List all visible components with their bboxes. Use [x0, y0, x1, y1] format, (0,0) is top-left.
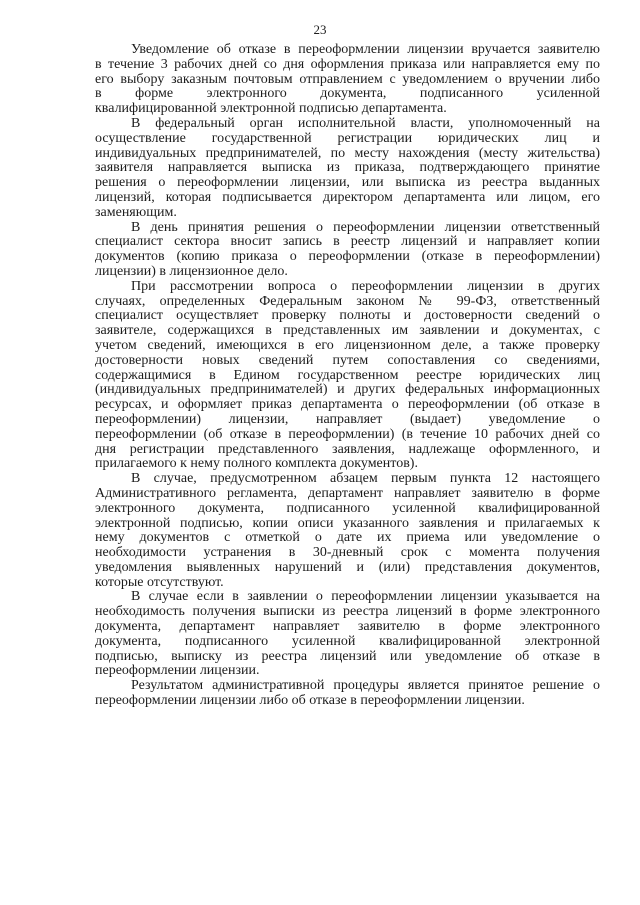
text-line: электронного документа, подписанного усиленной квалифицированной	[95, 500, 600, 516]
text-line: достоверности новых сведений путем сопоставления со сведениями,	[95, 352, 600, 368]
text-line: переоформлении лицензии.	[95, 663, 260, 679]
paragraph	[95, 472, 600, 590]
text-line: случаях, определенных Федеральным законом № 99-ФЗ, ответственный	[95, 293, 600, 309]
text-line: (индивидуальных предпринимателей) и других федеральных информационных	[95, 382, 600, 398]
text-line: лицензии) в лицензионное дело.	[95, 263, 288, 279]
paragraph	[95, 590, 600, 679]
text-line: Результатом административной процедуры является принятое решение о	[131, 678, 600, 694]
text-line: Уведомление об отказе в переоформлении лицензии вручается заявителю	[131, 42, 600, 57]
text-line: В случае, предусмотренном абзацем первым пункта 12 настоящего	[131, 471, 600, 487]
paragraph	[95, 117, 600, 221]
text-line: решения о переоформлении лицензии, или выписка из реестра выданных	[95, 175, 600, 191]
text-line: ресурсах, и оформляет приказ департамента о переоформлении (об отказе в	[95, 397, 600, 413]
text-line: переоформлении) лицензии, направляет (выдает) уведомление о	[95, 411, 600, 427]
text-line: специалист осуществляет проверку полноты и достоверности сведений о	[95, 308, 600, 324]
text-line: Административного регламента, департамент направляет заявителю в форме	[95, 485, 600, 501]
text-line: В день принятия решения о переоформлении лицензии ответственный	[131, 219, 600, 235]
text-line: подписью, выписку из реестра лицензий или уведомление об отказе в	[95, 648, 600, 664]
document-body	[95, 43, 600, 709]
text-line: заявителя направляется выписка из приказа, подтверждающего принятие	[95, 160, 600, 176]
text-line: лицензий, которая подписывается директором департамента или лицом, его	[95, 189, 600, 205]
text-line: его выбору заказным почтовым отправлением с уведомлением о вручении либо	[95, 71, 600, 87]
text-line: необходимость получения выписки из реестра лицензий в форме электронного	[95, 604, 600, 620]
text-line: электронной подписью, копии описи указанного заявления и прилагаемых к	[95, 515, 600, 531]
text-line: содержащимися в Едином государственном реестре юридических лиц	[95, 367, 600, 383]
text-line: в форме электронного документа, подписанного усиленной	[95, 86, 600, 102]
paragraph	[95, 43, 600, 117]
text-line: переоформлении лицензии либо об отказе в переоформлении лицензии.	[95, 693, 525, 709]
text-line: переоформлении (об отказе в переоформлении) (в течение 10 рабочих дней со	[95, 426, 600, 442]
text-line: уведомления выявленных нарушений и (или) представления документов,	[95, 559, 600, 575]
text-line: осуществление государственной регистрации юридических лиц и	[95, 130, 600, 146]
paragraph	[95, 280, 600, 472]
text-line: необходимости устранения в 30-дневный срок с момента получения	[95, 545, 600, 561]
text-line: квалифицированной электронной подписью департамента.	[95, 101, 447, 117]
text-line: индивидуальных предпринимателей, по месту нахождения (месту жительства)	[95, 145, 600, 161]
text-line: заявителе, содержащихся в представленных им заявлении и документах, с	[95, 323, 600, 339]
text-line: документов (копию приказа о переоформлении (отказе в переоформлении)	[95, 249, 600, 265]
paragraph	[95, 221, 600, 280]
text-line: заменяющим.	[95, 204, 177, 220]
text-line: нему документов с отметкой о дате их приема или уведомление о	[95, 530, 600, 546]
text-line: специалист сектора вносит запись в реестр лицензий и направляет копии	[95, 234, 600, 250]
text-line: При рассмотрении вопроса о переоформлении лицензии в других	[131, 278, 600, 294]
text-line: дня регистрации представленного заявления, надлежаще оформленного, и	[95, 441, 600, 457]
text-line: учетом сведений, имеющихся в его лицензионном деле, а также проверку	[95, 337, 600, 353]
text-line: документа, подписанного усиленной квалифицированной электронной	[95, 633, 600, 649]
text-line: В федеральный орган исполнительной власти, уполномоченный на	[131, 115, 600, 131]
page-number: 23	[313, 22, 327, 37]
text-line: документа, департамент направляет заявителю в форме электронного	[95, 619, 600, 635]
text-line: прилагаемого к нему полного комплекта документов).	[95, 456, 418, 472]
text-line: в течение 3 рабочих дней со дня оформления приказа или направляется ему по	[95, 56, 600, 72]
paragraph	[95, 679, 600, 709]
text-line: В случае если в заявлении о переоформлении лицензии указывается на	[131, 589, 600, 605]
text-line: которые отсутствуют.	[95, 574, 224, 590]
